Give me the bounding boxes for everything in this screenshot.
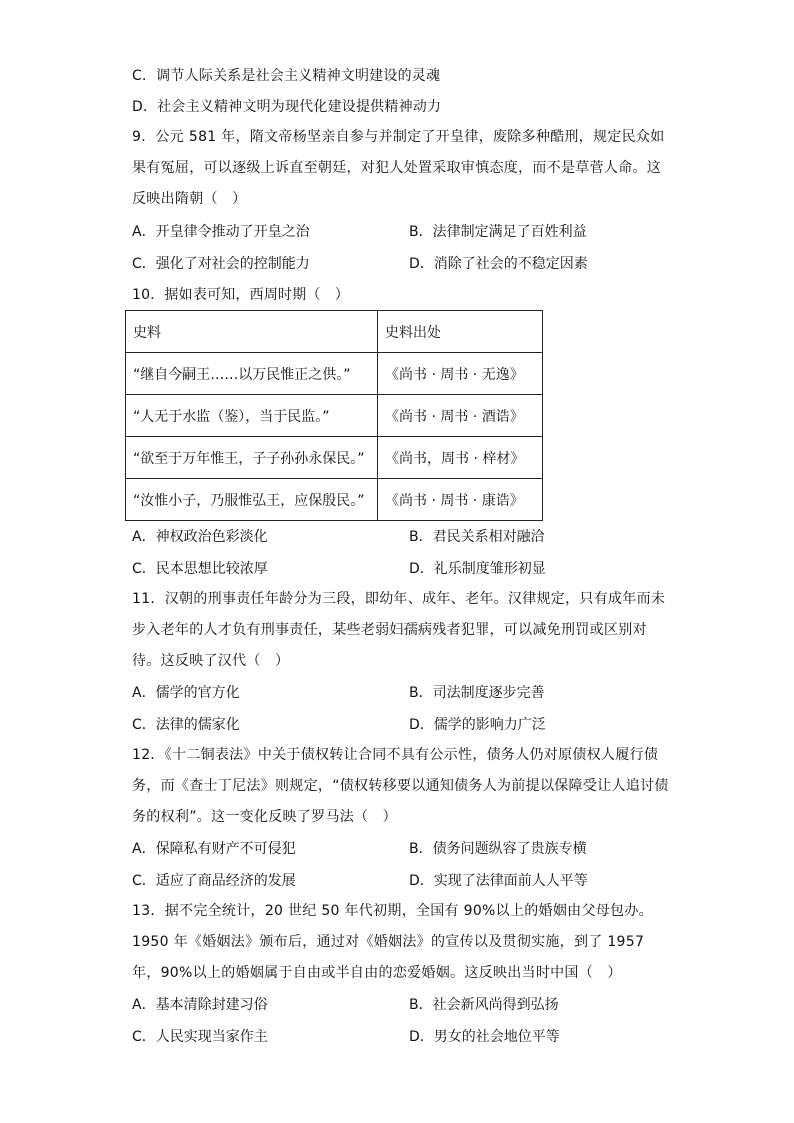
q9-option-c: C．强化了对社会的控制能力	[132, 256, 310, 272]
table-row	[126, 395, 543, 437]
table-row	[126, 479, 543, 521]
q9-options-row-2	[132, 253, 672, 275]
table-header-row	[126, 311, 543, 353]
q13-option-b: B．社会新风尚得到弘扬	[409, 997, 559, 1013]
q11-options-row-1	[132, 682, 672, 704]
q9-option-b: B．法律制定满足了百姓利益	[409, 224, 587, 240]
q13-options-row-2	[132, 1026, 672, 1048]
table-cell-quote: “人无于水监（鉴），当于民监。”	[126, 395, 378, 437]
table-cell-source: 《尚书，周书 · 梓材》	[378, 437, 543, 479]
q10-stem: 10．据如表可知，西周时期（ ）	[132, 287, 350, 303]
q12-option-b: B．债务问题纵容了贵族专横	[409, 841, 587, 857]
table-header-cell: 史料	[126, 311, 378, 353]
q10-options-row-1	[132, 526, 672, 548]
q12-option-c: C．适应了商品经济的发展	[132, 873, 296, 889]
table-cell-source: 《尚书 · 周书 · 康诰》	[378, 479, 543, 521]
q9-options-row-1	[132, 221, 672, 243]
table-row	[126, 353, 543, 395]
q13-option-d: D．男女的社会地位平等	[409, 1029, 560, 1045]
q11-options-row-2	[132, 714, 672, 736]
table-cell-source: 《尚书 · 周书 · 无逸》	[378, 353, 543, 395]
q13-option-c: C．人民实现当家作主	[132, 1029, 268, 1045]
table-cell-quote: “欲至于万年惟王，子子孙孙永保民。”	[126, 437, 378, 479]
q10-option-b: B．君民关系相对融洽	[409, 529, 545, 545]
table-header-cell: 史料出处	[378, 311, 543, 353]
table-cell-source: 《尚书 · 周书 · 酒诰》	[378, 395, 543, 437]
q10-option-d: D．礼乐制度雏形初显	[409, 561, 546, 577]
q13-options-row-1	[132, 994, 672, 1016]
q9-option-d: D．消除了社会的不稳定因素	[409, 256, 588, 272]
q8-option-c: C．调节人际关系是社会主义精神文明建设的灵魂	[132, 68, 441, 84]
q13-stem: 13．据不完全统计，20 世纪 50 年代初期，全国有 90%以上的婚姻由父母包办。1950 年《婚姻法》颁布后，通过对《婚姻法》的宣传以及贯彻实施，到了 1957 年，90%以上的婚姻属于自由或半自由的恋爱婚姻。这反映出当时中国（ ）	[132, 903, 653, 981]
q10-options-row-2	[132, 558, 672, 580]
q10-option-c: C．民本思想比较浓厚	[132, 561, 268, 577]
q12-stem: 12．《十二铜表法》中关于债权转让合同不具有公示性，债务人仍对原债权人履行债务，而《查士丁尼法》则规定，“债权转移要以通知债务人为前提以保障受让人追讨债务的权利”。这一变化反映了罗马法（ ）	[132, 747, 669, 825]
q13-option-a: A．基本清除封建习俗	[132, 997, 268, 1013]
q12-option-a: A．保障私有财产不可侵犯	[132, 841, 296, 857]
q10-option-a: A．神权政治色彩淡化	[132, 529, 268, 545]
q12-option-d: D．实现了法律面前人人平等	[409, 873, 588, 889]
table-cell-quote: “继自今嗣王……以万民惟正之供。”	[126, 353, 378, 395]
q12-options-row-1	[132, 838, 672, 860]
q11-option-d: D．儒学的影响力广泛	[409, 717, 546, 733]
q9-stem: 9．公元 581 年，隋文帝杨坚亲自参与并制定了开皇律，废除多种酷刑，规定民众如果有冤屈，可以逐级上诉直至朝廷，对犯人处置采取审慎态度，而不是草菅人命。这反映出隋朝（ ）	[132, 129, 665, 207]
q10-source-table	[125, 310, 543, 521]
q12-options-row-2	[132, 870, 672, 892]
q11-stem: 11．汉朝的刑事责任年龄分为三段，即幼年、成年、老年。汉律规定，只有成年而未步入老年的人才负有刑事责任，某些老弱妇孺病残者犯罪，可以减免刑罚或区别对待。这反映了汉代（ ）	[132, 591, 666, 669]
q11-option-c: C．法律的儒家化	[132, 717, 240, 733]
table-cell-quote: “汝惟小子，乃服惟弘王，应保殷民。”	[126, 479, 378, 521]
q11-option-a: A．儒学的官方化	[132, 685, 240, 701]
q11-option-b: B．司法制度逐步完善	[409, 685, 545, 701]
table-row	[126, 437, 543, 479]
q9-option-a: A．开皇律令推动了开皇之治	[132, 224, 310, 240]
q8-option-d: D．社会主义精神文明为现代化建设提供精神动力	[132, 99, 442, 115]
